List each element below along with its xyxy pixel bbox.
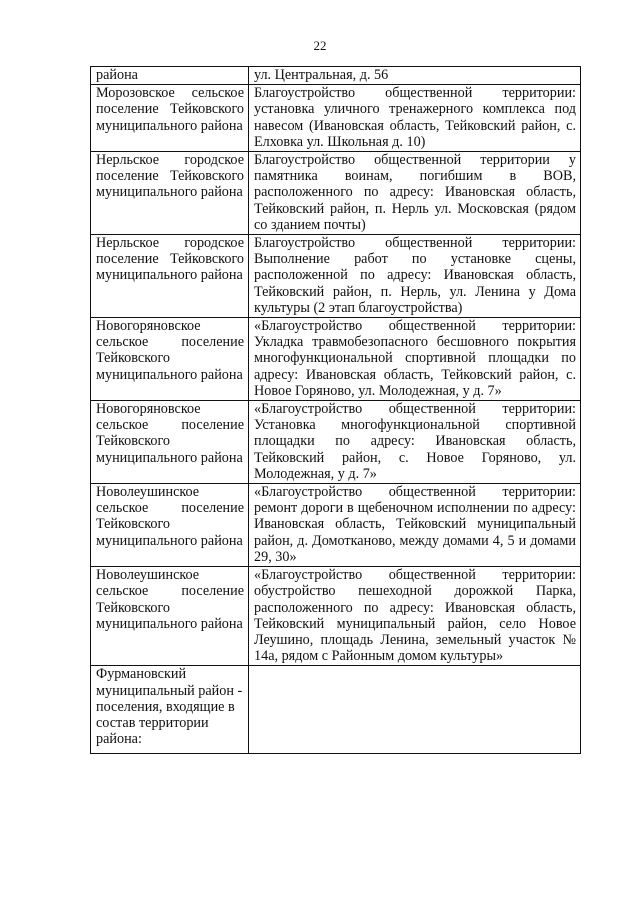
table-row (91, 567, 581, 666)
table-row (91, 152, 581, 235)
table-row (91, 67, 581, 85)
table-row (91, 666, 581, 754)
description-cell: Благоустройство общественной территории: Выполнение работ по установке сцены, расположенной по адресу: Ивановская область, Тейковский район, п. Нерль, ул. Ленина у Дома культуры (2 этап благоустройства) (249, 235, 581, 318)
municipality-cell: Новогоряновское сельское поселение Тейковского муниципального района (91, 318, 249, 401)
description-cell: ул. Центральная, д. 56 (249, 67, 581, 85)
municipality-cell: Нерльское городское поселение Тейковского муниципального района (91, 235, 249, 318)
description-cell: «Благоустройство общественной территории: обустройство пешеходной дорожкой Парка, расположенного по адресу: Ивановская область, Тейковский муниципальный район, село Новое Леушино, площадь Ленина, земельный участок № 14а, рядом с Районным домом культуры» (249, 567, 581, 666)
municipality-cell: Новолеушинское сельское поселение Тейковского муниципального района (91, 484, 249, 567)
table-row (91, 235, 581, 318)
municipal-projects-table (90, 66, 581, 754)
description-cell: «Благоустройство общественной территории: Установка многофункциональной спортивной площадки по адресу: Ивановская область, Тейковский район, с. Новое Горяново, ул. Молодежная, у д. 7» (249, 401, 581, 484)
description-cell: Благоустройство общественной территории: установка уличного тренажерного комплекса под навесом (Ивановская область, Тейковский район, с. Елховка ул. Школьная д. 10) (249, 85, 581, 152)
description-cell: Благоустройство общественной территории у памятника воинам, погибшим в ВОВ, расположенного по адресу: Ивановская область, Тейковский район, п. Нерль ул. Московская (рядом со зданием почты) (249, 152, 581, 235)
municipality-cell: Фурмановский муниципальный район - поселения, входящие в состав территории района: (91, 666, 249, 754)
description-cell (249, 666, 581, 754)
table-row (91, 85, 581, 152)
page-number: 22 (313, 38, 327, 53)
municipality-cell: Морозовское сельское поселение Тейковского муниципального района (91, 85, 249, 152)
table-row (91, 318, 581, 401)
municipality-cell: Новолеушинское сельское поселение Тейковского муниципального района (91, 567, 249, 666)
description-cell: «Благоустройство общественной территории: ремонт дороги в щебеночном исполнении по адресу: Ивановская область, Тейковский муниципальный район, д. Домотканово, между домами 4, 5 и домами 29, 30» (249, 484, 581, 567)
municipality-cell: Новогоряновское сельское поселение Тейковского муниципального района (91, 401, 249, 484)
municipality-cell: района (91, 67, 249, 85)
table-row (91, 484, 581, 567)
municipality-cell: Нерльское городское поселение Тейковского муниципального района (91, 152, 249, 235)
table-row (91, 401, 581, 484)
description-cell: «Благоустройство общественной территории: Укладка травмобезопасного бесшовного покрытия многофункциональной спортивной площадки по адресу: Ивановская область, Тейковский район, с. Новое Горяново, ул. Молодежная, у д. 7» (249, 318, 581, 401)
